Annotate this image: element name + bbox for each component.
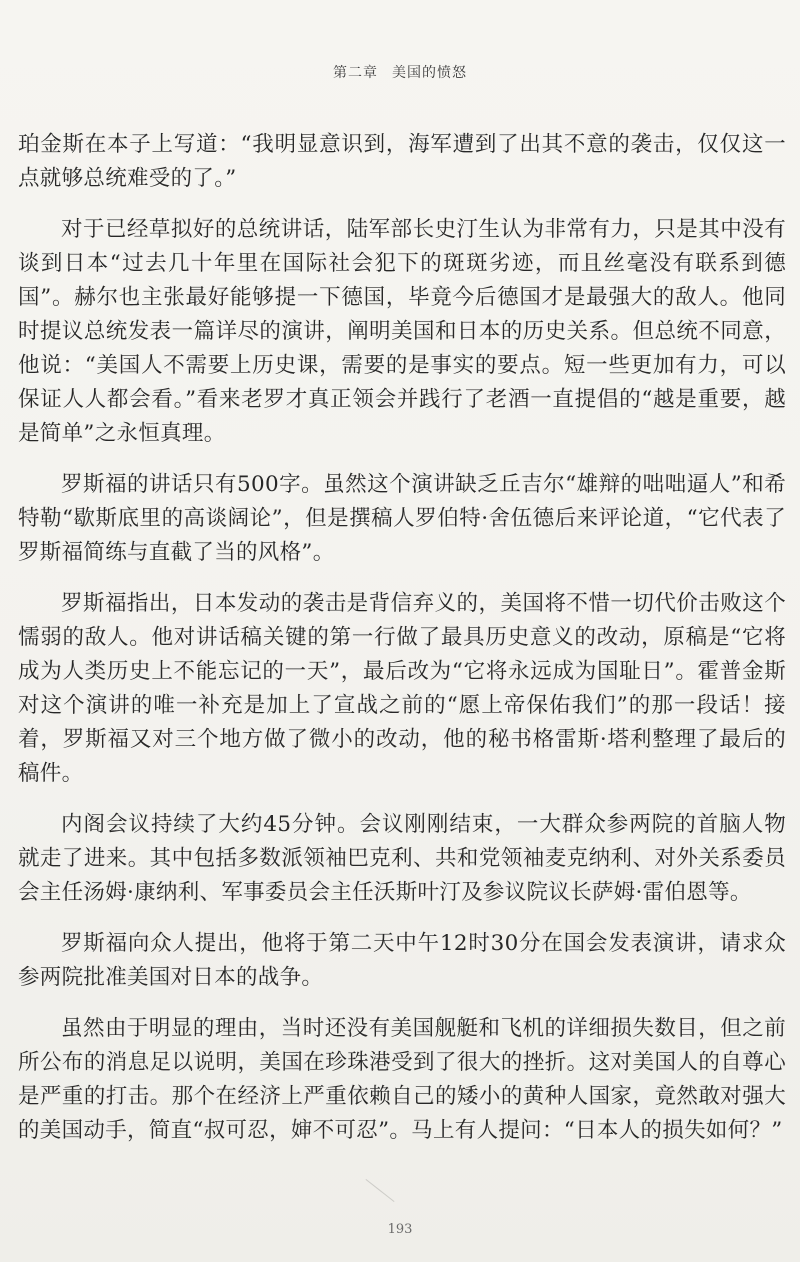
running-header xyxy=(0,62,800,82)
chapter-number: 第二章 xyxy=(333,65,378,81)
paragraph: 罗斯福指出，日本发动的袭击是背信弃义的，美国将不惜一切代价击败这个懦弱的敌人。他对讲话稿关键的第一行做了最具历史意义的改动，原稿是“它将成为人类历史上不能忘记的一天”，最后改为“它将永远成为国耻日”。霍普金斯对这个演讲的唯一补充是加上了宣战之前的“愿上帝保佑我们”的那一段话！接着，罗斯福又对三个地方做了微小的改动，他的秘书格雷斯·塔利整理了最后的稿件。 xyxy=(18,591,786,786)
paragraph: 罗斯福的讲话只有500字。虽然这个演讲缺乏丘吉尔“雄辩的咄咄逼人”和希特勒“歇斯底里的高谈阔论”，但是撰稿人罗伯特·舍伍德后来评论道，“它代表了罗斯福简练与直截了当的风格”。 xyxy=(18,472,786,565)
paragraph: 罗斯福向众人提出，他将于第二天中午12时30分在国会发表演讲，请求众参两院批准美国对日本的战争。 xyxy=(18,931,786,990)
paragraph: 对于已经草拟好的总统讲话，陆军部长史汀生认为非常有力，只是其中没有谈到日本“过去几十年里在国际社会犯下的斑斑劣迹，而且丝毫没有联系到德国”。赫尔也主张最好能够提一下德国，毕竟今后德国才是最强大的敌人。他同时提议总统发表一篇详尽的演讲，阐明美国和日本的历史关系。但总统不同意，他说：“美国人不需要上历史课，需要的是事实的要点。短一些更加有力，可以保证人人都会看。”看来老罗才真正领会并践行了老酒一直提倡的“越是重要，越是简单”之永恒真理。 xyxy=(18,217,786,446)
body-text xyxy=(18,128,786,1165)
scan-artifact xyxy=(366,1179,395,1202)
paragraph: 虽然由于明显的理由，当时还没有美国舰艇和飞机的详细损失数目，但之前所公布的消息足以说明，美国在珍珠港受到了很大的挫折。这对美国人的自尊心是严重的打击。那个在经济上严重依赖自己的矮小的黄种人国家，竟然敢对强大的美国动手，简直“叔可忍，婶不可忍”。马上有人提问：“日本人的损失如何？” xyxy=(18,1016,786,1143)
chapter-title: 美国的愤怒 xyxy=(392,65,467,81)
page-number: 193 xyxy=(387,1222,413,1237)
paragraph: 内阁会议持续了大约45分钟。会议刚刚结束，一大群众参两院的首脑人物就走了进来。其中包括多数派领袖巴克利、共和党领袖麦克纳利、对外关系委员会主任汤姆·康纳利、军事委员会主任沃斯叶汀及参议院议长萨姆·雷伯恩等。 xyxy=(18,812,786,905)
paragraph-continued: 珀金斯在本子上写道：“我明显意识到，海军遭到了出其不意的袭击，仅仅这一点就够总统难受的了。” xyxy=(18,132,786,191)
